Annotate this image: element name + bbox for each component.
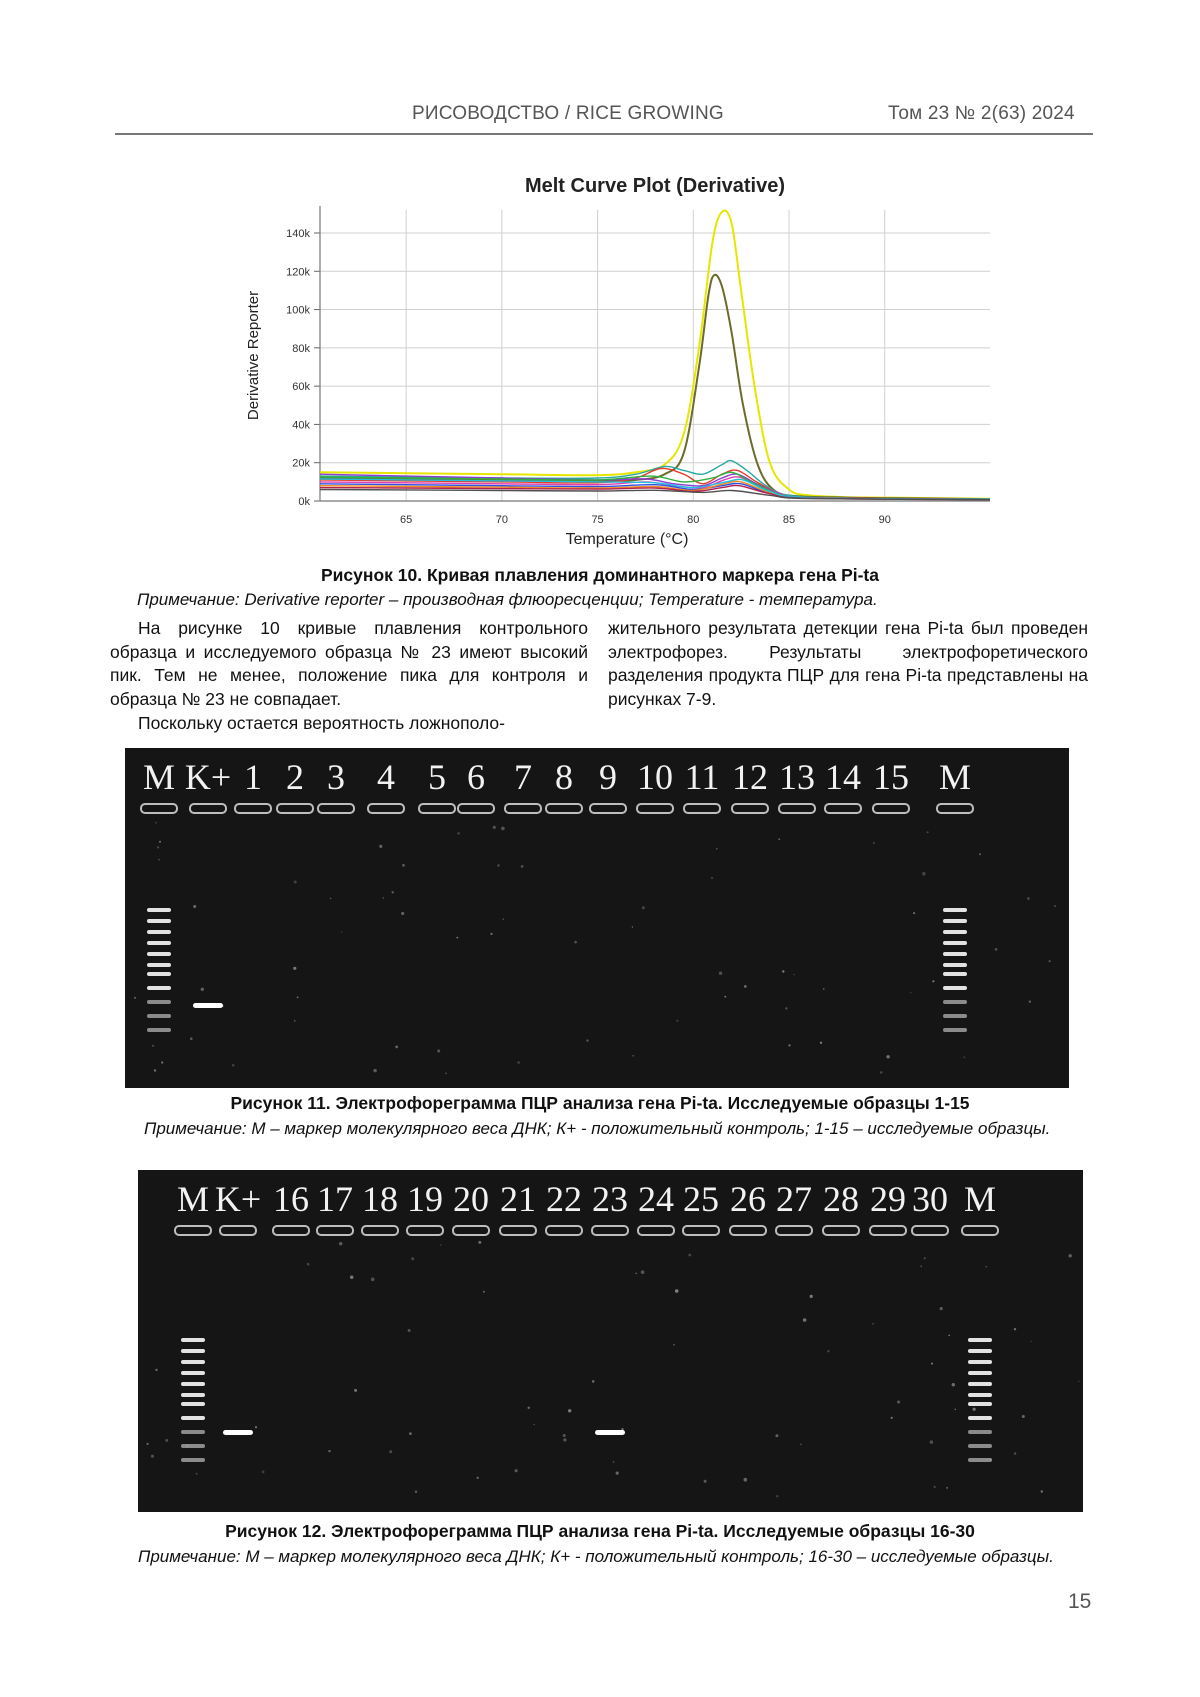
gel-speckle	[586, 1039, 588, 1041]
gel-speckle	[616, 1472, 619, 1475]
body-text-right-column	[608, 617, 1088, 712]
gel-speckle	[568, 1409, 571, 1412]
gel-speckle	[515, 1469, 518, 1472]
gel-speckle	[445, 1073, 446, 1074]
x-tick-label: 65	[400, 514, 413, 526]
gel-speckle	[159, 841, 161, 843]
gel-speckle	[502, 918, 504, 920]
melt-curve-series-1	[320, 210, 990, 498]
gel-speckle	[458, 832, 460, 834]
y-tick-label: 60k	[292, 381, 310, 394]
marker-ladder-band	[943, 963, 967, 967]
gel-well	[912, 1226, 948, 1235]
chart-title: Melt Curve Plot (Derivative)	[524, 175, 786, 197]
gel-speckle	[563, 1434, 566, 1437]
gel-well	[684, 804, 720, 813]
gel-speckle	[294, 1020, 295, 1021]
gel-well	[453, 1226, 489, 1235]
gel-speckle	[932, 980, 934, 982]
marker-ladder-band	[147, 952, 171, 956]
gel-speckle	[371, 1278, 375, 1282]
gel-speckle	[497, 864, 499, 866]
gel-speckle	[490, 933, 492, 935]
gel-speckle	[794, 974, 795, 975]
gel-lane-label: 13	[779, 757, 815, 797]
gel-speckle	[964, 1057, 965, 1058]
marker-ladder-band	[943, 1014, 967, 1018]
marker-ladder-band	[147, 908, 171, 912]
marker-ladder-band	[147, 1000, 171, 1004]
gel-lane-label: 3	[327, 757, 345, 797]
gel-well	[141, 804, 177, 813]
gel-speckle	[788, 1044, 790, 1046]
marker-ladder-band	[181, 1371, 205, 1375]
gel-speckle	[800, 1443, 802, 1445]
gel-lane-label: 16	[273, 1179, 309, 1219]
gel-well	[825, 804, 861, 813]
gel-speckle	[415, 1491, 417, 1493]
gel-speckle	[920, 1265, 922, 1267]
gel-lane-label: 10	[637, 757, 673, 797]
gel-speckle	[716, 848, 718, 850]
gel-lane-label: 8	[555, 757, 573, 797]
marker-ladder-band	[181, 1349, 205, 1353]
gel-speckle	[924, 1257, 926, 1259]
gel-lane-label: 29	[870, 1179, 906, 1219]
marker-ladder-band	[181, 1382, 205, 1386]
gel-lane-label: M	[963, 1179, 997, 1219]
gel-lane-label: 26	[730, 1179, 766, 1219]
gel-speckle	[190, 1037, 193, 1040]
marker-ladder-band	[147, 1028, 171, 1032]
gel-well	[870, 1226, 906, 1235]
marker-ladder-band	[968, 1382, 992, 1386]
gel-speckle	[389, 1450, 392, 1453]
gel-speckle	[395, 1046, 398, 1049]
gel-speckle	[979, 853, 981, 855]
marker-ladder-band	[943, 941, 967, 945]
gel-speckle	[297, 997, 299, 999]
gel-speckle	[897, 1401, 900, 1404]
gel-speckle	[401, 912, 404, 915]
gel-speckle	[354, 1389, 357, 1392]
x-tick-label: 90	[878, 514, 891, 526]
gel-speckle	[528, 1407, 530, 1409]
marker-ladder-band	[943, 1000, 967, 1004]
marker-ladder-band	[968, 1402, 992, 1406]
gel-well	[873, 804, 909, 813]
gel-lane-label: 11	[684, 757, 720, 797]
gel-well	[419, 804, 455, 813]
gel-well	[683, 1226, 719, 1235]
gel-speckle	[641, 1270, 645, 1274]
gel-well	[638, 1226, 674, 1235]
body-paragraph-2-start: Поскольку остается вероятность ложнополо-	[138, 712, 505, 733]
gel-image-samples-1-15	[125, 748, 1069, 1088]
gel-bands	[125, 748, 1069, 1088]
gel-speckle	[1022, 1415, 1025, 1418]
marker-ladder-band	[968, 1430, 992, 1434]
gel-speckle	[456, 937, 458, 939]
gel-speckle	[534, 1424, 535, 1425]
gel-speckle	[782, 970, 784, 972]
gel-speckle	[1031, 1341, 1032, 1342]
gel-lane-label: 19	[407, 1179, 443, 1219]
y-tick-label: 140k	[286, 227, 310, 240]
gel-speckle	[823, 988, 825, 990]
gel-lane-label: 30	[912, 1179, 948, 1219]
header-rule	[115, 133, 1093, 135]
marker-ladder-band	[968, 1349, 992, 1353]
melt-curve-chart	[230, 168, 1010, 562]
gel-speckle	[711, 877, 712, 878]
gel-well	[730, 1226, 766, 1235]
gel-well	[779, 804, 815, 813]
gel-speckle	[632, 1055, 634, 1057]
page-number: 15	[1068, 1590, 1092, 1613]
gel-well	[368, 804, 404, 813]
gel-well	[732, 804, 768, 813]
gel-speckle	[339, 1242, 342, 1245]
marker-ladder-band	[147, 1014, 171, 1018]
gel-speckle	[307, 1263, 310, 1266]
gel-speckle	[872, 1323, 874, 1325]
gel-speckle	[193, 905, 196, 908]
gel-speckle	[1049, 960, 1051, 962]
gel-well	[273, 1226, 309, 1235]
gel-lane-label: 14	[825, 757, 861, 797]
gel-speckle	[1041, 1490, 1043, 1492]
gel-well	[190, 804, 226, 813]
gel-speckle	[704, 1480, 707, 1483]
gel-speckle	[632, 926, 633, 927]
marker-ladder-band	[943, 908, 967, 912]
gel-speckle	[408, 1329, 411, 1332]
marker-ladder-band	[968, 1458, 992, 1462]
gel-speckle	[635, 1273, 637, 1275]
gel-speckle	[155, 822, 157, 824]
y-tick-label: 40k	[292, 419, 310, 432]
body-paragraph-2-continued: жительного результата детекции гена Pi-ta был проведен электрофорез. Результаты электрофоретического разделения продукта ПЦР для гена Pi-ta представлены на рисунках 7-9.	[608, 618, 1088, 710]
gel-well	[458, 804, 494, 813]
gel-speckle	[1014, 1452, 1016, 1454]
gel-speckle	[913, 912, 915, 914]
gel-speckle	[409, 1432, 412, 1435]
gel-speckle	[820, 1042, 822, 1044]
marker-ladder-band	[181, 1393, 205, 1397]
gel-speckle	[778, 838, 780, 840]
gel-lane-label: 18	[362, 1179, 398, 1219]
gel-well	[318, 804, 354, 813]
gel-speckle	[483, 1291, 485, 1293]
body-text-left-column	[110, 617, 588, 736]
gel-speckle	[402, 864, 405, 867]
gel-well	[937, 804, 973, 813]
y-tick-label: 80k	[292, 342, 310, 355]
gel-speckle	[776, 1495, 778, 1497]
figure-10-note: Примечание: Derivative reporter – производная флюоресценции; Temperature - температура.	[137, 590, 878, 609]
gel-well	[546, 804, 582, 813]
pcr-product-band	[223, 1430, 253, 1435]
gel-speckle	[592, 1380, 595, 1383]
gel-speckle	[613, 1461, 615, 1463]
gel-well	[500, 1226, 536, 1235]
gel-speckle	[995, 948, 998, 951]
gel-speckle	[341, 931, 342, 932]
gel-speckle	[350, 1276, 353, 1279]
gel-speckle	[886, 1055, 889, 1058]
running-head-issue: Том 23 № 2(63) 2024	[888, 103, 1075, 124]
gel-lane-label: 22	[546, 1179, 582, 1219]
gel-well	[962, 1226, 998, 1235]
gel-speckle	[161, 1061, 163, 1063]
gel-well	[823, 1226, 859, 1235]
marker-ladder-band	[181, 1360, 205, 1364]
marker-ladder-band	[943, 972, 967, 976]
gel-speckle	[232, 1064, 235, 1067]
body-paragraph-1: На рисунке 10 кривые плавления контрольного образца и исследуемого образца № 23 имеют высокий пик. Тем не менее, положение пика для контроля и образца № 23 не совпадает.	[110, 618, 588, 710]
gel-well	[235, 804, 271, 813]
gel-speckle	[574, 941, 577, 944]
marker-ladder-band	[968, 1416, 992, 1420]
x-axis-label: Temperature (°C)	[565, 531, 689, 548]
gel-lane-label: 6	[467, 757, 485, 797]
gel-speckle	[744, 985, 747, 988]
y-tick-label: 0k	[298, 496, 310, 508]
gel-speckle	[775, 1434, 778, 1437]
y-tick-label: 100k	[286, 304, 310, 317]
gel-speckle	[411, 1257, 414, 1260]
marker-ladder-band	[943, 986, 967, 990]
marker-ladder-band	[181, 1338, 205, 1342]
gel-speckle	[501, 827, 505, 831]
x-tick-label: 75	[591, 514, 604, 526]
gel-speckle	[927, 831, 929, 833]
gel-speckle	[688, 1254, 691, 1257]
gel-lane-label: 12	[732, 757, 768, 797]
gel-speckle	[785, 1007, 787, 1009]
marker-ladder-band	[181, 1430, 205, 1434]
figure-12-note: Примечание: M – маркер молекулярного веса ДНК; К+ - положительный контроль; 16-30 – исследуемые образцы.	[138, 1547, 1054, 1566]
marker-ladder-band	[943, 919, 967, 923]
marker-ladder-band	[968, 1338, 992, 1342]
gel-speckle	[146, 1443, 148, 1445]
gel-speckle	[201, 988, 204, 991]
marker-ladder-band	[943, 1028, 967, 1032]
marker-ladder-band	[943, 930, 967, 934]
gel-speckle	[293, 967, 296, 970]
gel-speckle	[493, 826, 496, 829]
gel-speckle	[477, 1477, 479, 1479]
y-tick-label: 20k	[292, 457, 310, 470]
gel-lane-label: 5	[428, 757, 446, 797]
gel-speckle	[910, 992, 911, 993]
gel-speckle	[158, 859, 159, 860]
running-head-journal: РИСОВОДСТВО / RICE GROWING	[412, 103, 724, 124]
melt-curve-series-2	[320, 275, 990, 499]
gel-lane-label: M	[142, 757, 176, 797]
gel-speckle	[154, 1069, 156, 1071]
x-tick-label: 70	[495, 514, 508, 526]
gel-well	[220, 1226, 256, 1235]
gel-lane-label: K+	[184, 757, 232, 797]
gel-speckle	[196, 1473, 198, 1475]
gel-speckle	[521, 865, 524, 868]
gel-speckle	[827, 1350, 829, 1352]
gel-speckle	[940, 1307, 943, 1310]
gel-well	[407, 1226, 443, 1235]
marker-ladder-band	[147, 963, 171, 967]
marker-ladder-band	[181, 1416, 205, 1420]
gel-lane-label: 9	[599, 757, 617, 797]
gel-speckle	[373, 1069, 376, 1072]
gel-speckle	[948, 1335, 950, 1337]
gel-speckle	[1014, 1328, 1016, 1330]
gel-speckle	[517, 1061, 520, 1064]
gel-speckle	[134, 997, 136, 999]
gel-speckle	[922, 872, 926, 876]
marker-ladder-band	[968, 1360, 992, 1364]
gel-speckle	[1069, 1254, 1072, 1257]
gel-bands	[138, 1170, 1083, 1512]
marker-ladder-band	[147, 930, 171, 934]
gel-speckle	[931, 1363, 933, 1365]
figure-10-caption: Рисунок 10. Кривая плавления доминантного маркера гена Pi-ta	[320, 565, 879, 585]
gel-speckle	[262, 1471, 265, 1474]
gel-speckle	[1029, 1001, 1031, 1003]
gel-speckle	[1027, 897, 1029, 899]
gel-well	[637, 804, 673, 813]
gel-lane-label: 23	[592, 1179, 628, 1219]
marker-ladder-band	[147, 919, 171, 923]
gel-speckle	[676, 1020, 678, 1022]
y-axis-label: Derivative Reporter	[245, 290, 262, 421]
gel-speckle	[675, 1289, 679, 1293]
gel-speckle	[930, 1440, 933, 1443]
gel-image-samples-16-30	[138, 1170, 1083, 1512]
gel-lane-label: 27	[776, 1179, 812, 1219]
gel-well	[175, 1226, 211, 1235]
gel-speckle	[1078, 1381, 1079, 1382]
gel-well	[546, 1226, 582, 1235]
gel-speckle	[151, 1455, 154, 1458]
gel-speckle	[563, 1438, 566, 1441]
gel-speckle	[642, 906, 645, 909]
gel-lane-label: 2	[286, 757, 304, 797]
figure-12-caption: Рисунок 12. Электрофореграмма ПЦР анализа гена Pi-ta. Исследуемые образцы 16-30	[225, 1521, 975, 1541]
marker-ladder-band	[943, 952, 967, 956]
gel-speckle	[383, 897, 385, 899]
gel-speckle	[330, 898, 331, 899]
gel-lane-label: 15	[873, 757, 909, 797]
x-tick-label: 80	[687, 514, 700, 526]
x-tick-label: 85	[782, 514, 796, 526]
gel-lane-label: 17	[317, 1179, 353, 1219]
marker-ladder-band	[181, 1402, 205, 1406]
gel-speckle	[803, 1318, 807, 1322]
gel-lane-label: 4	[377, 757, 395, 797]
gel-speckle	[379, 845, 382, 848]
marker-ladder-band	[147, 972, 171, 976]
gel-speckle	[952, 1383, 955, 1386]
gel-lane-label: M	[176, 1179, 210, 1219]
gel-speckle	[1054, 905, 1056, 907]
gel-speckle	[165, 1439, 168, 1442]
gel-well	[505, 804, 541, 813]
gel-well	[362, 1226, 398, 1235]
gel-speckle	[719, 972, 722, 975]
marker-ladder-band	[181, 1458, 205, 1462]
gel-speckle	[973, 1408, 976, 1411]
gel-speckle	[294, 881, 297, 884]
marker-ladder-band	[147, 941, 171, 945]
gel-speckle	[437, 1050, 440, 1053]
gel-well	[277, 804, 313, 813]
pcr-product-band	[595, 1430, 625, 1435]
gel-well	[317, 1226, 353, 1235]
marker-ladder-band	[181, 1444, 205, 1448]
gel-speckle	[946, 1487, 948, 1489]
gel-speckle	[255, 1426, 257, 1428]
gel-speckle	[392, 891, 394, 893]
gel-lane-label: 7	[514, 757, 532, 797]
gel-speckle	[986, 1266, 988, 1268]
gel-speckle	[744, 1478, 748, 1482]
gel-well	[776, 1226, 812, 1235]
marker-ladder-band	[147, 986, 171, 990]
figure-11-caption: Рисунок 11. Электрофореграмма ПЦР анализа гена Pi-ta. Исследуемые образцы 1-15	[230, 1093, 970, 1113]
marker-ladder-band	[968, 1444, 992, 1448]
gel-speckle	[155, 1369, 157, 1371]
gel-lane-label: 1	[244, 757, 262, 797]
marker-ladder-band	[968, 1371, 992, 1375]
gel-lane-label: 21	[500, 1179, 536, 1219]
gel-speckle	[880, 1071, 882, 1073]
gel-lane-label: M	[938, 757, 972, 797]
gel-speckle	[157, 846, 159, 848]
gel-well	[592, 1226, 628, 1235]
gel-speckle	[934, 1486, 936, 1488]
gel-speckle	[891, 1417, 893, 1419]
gel-speckle	[152, 1045, 154, 1047]
gel-speckle	[673, 1344, 675, 1346]
gel-speckle	[724, 996, 726, 998]
pcr-product-band	[193, 1003, 223, 1008]
y-tick-label: 120k	[286, 266, 310, 279]
gel-speckle	[873, 842, 875, 844]
gel-speckle	[328, 1450, 330, 1452]
gel-speckle	[478, 1241, 481, 1244]
gel-lane-label: 25	[683, 1179, 719, 1219]
gel-lane-label: 20	[453, 1179, 489, 1219]
gel-speckle	[810, 1295, 813, 1298]
gel-lane-label: K+	[214, 1179, 262, 1219]
gel-speckle	[955, 1409, 957, 1411]
gel-lane-label: 28	[823, 1179, 859, 1219]
marker-ladder-band	[968, 1393, 992, 1397]
gel-speckle	[440, 1244, 442, 1246]
gel-lane-label: 24	[638, 1179, 674, 1219]
figure-11-note: Примечание: M – маркер молекулярного веса ДНК; К+ - положительный контроль; 1-15 – исследуемые образцы.	[144, 1119, 1051, 1138]
gel-well	[590, 804, 626, 813]
